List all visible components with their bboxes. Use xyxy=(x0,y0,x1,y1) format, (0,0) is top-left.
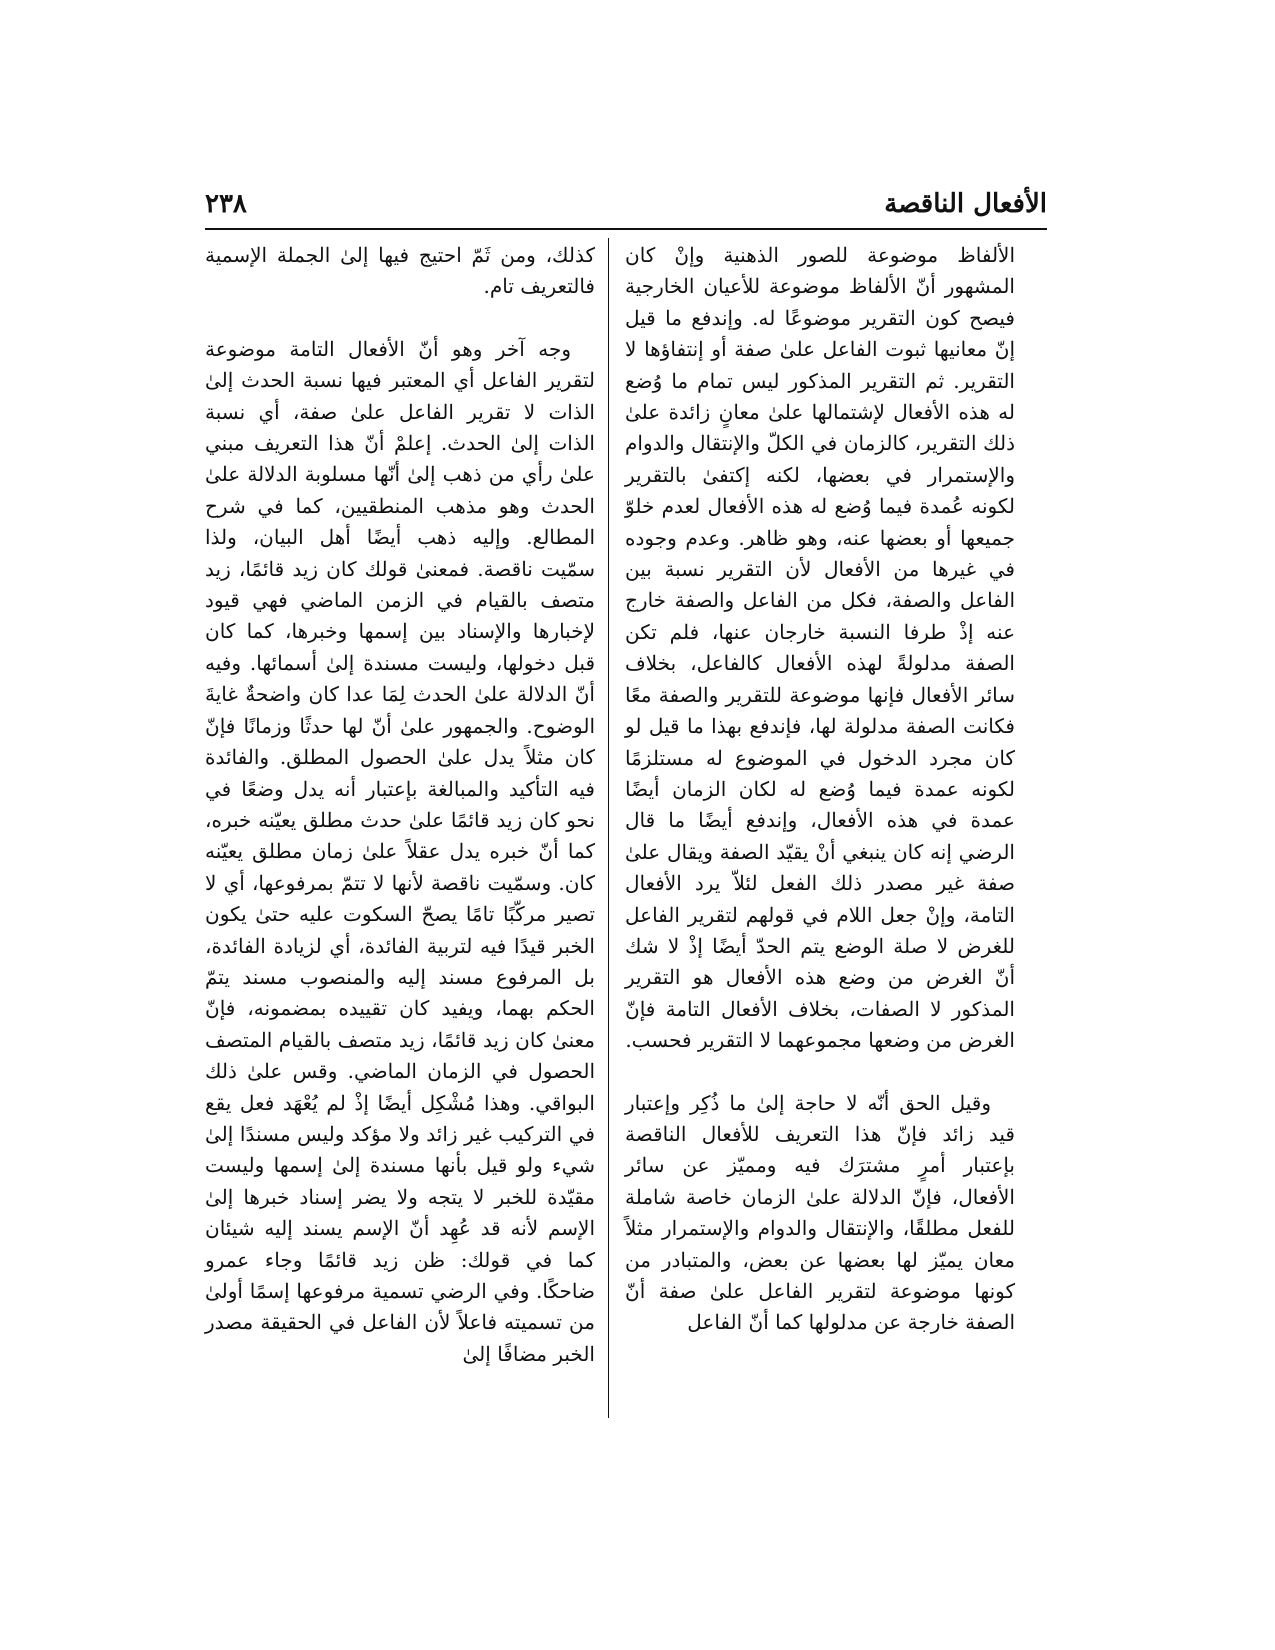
left-column xyxy=(205,240,595,1370)
paragraph: الألفاظ موضوعة للصور الذهنية وإنْ كان المشهور أنّ الألفاظ موضوعة للأعيان الخارجية فيصح كون التقرير موضوعًا له. وإندفع ما قيل إنّ معانيها ثبوت الفاعل علىٰ صفة أو إنتفاؤها لا التقرير. ثم التقرير المذكور ليس تمام ما وُضع له هذه الأفعال لإشتمالها علىٰ معانٍ زائدة علىٰ ذلك التقرير، كالزمان في الكلّ والإنتقال والدوام والإستمرار في بعضها، لكنه إكتفىٰ بالتقرير لكونه عُمدة فيما وُضع له هذه الأفعال لعدم خلوّ جميعها أو بعضها عنه، وهو ظاهر. وعدم وجوده في غيرها من الأفعال لأن التقرير نسبة بين الفاعل والصفة، فكل من الفاعل والصفة خارج عنه إذْ طرفا النسبة خارجان عنها، فلم تكن الصفة مدلولةً لهذه الأفعال كالفاعل، بخلاف سائر الأفعال فإنها موضوعة للتقرير والصفة معًا فكانت الصفة مدلولة لها، فإندفع بهذا ما قيل لو كان مجرد الدخول في الموضوع له مستلزمًا لكونه عمدة فيما وُضع له لكان الزمان أيضًا عمدة في هذه الأفعال، وإندفع أيضًا ما قال الرضي إنه كان ينبغي أنْ يقيّد الصفة ويقال علىٰ صفة غير مصدر ذلك الفعل لئلاّ يرد الأفعال التامة، وإنْ جعل اللام في قولهم لتقرير الفاعل للغرض لا صلة الوضع يتم الحدّ أيضًا إذْ لا شك أنّ الغرض من وضع هذه الأفعال هو التقرير المذكور لا الصفات، بخلاف الأفعال التامة فإنّ الغرض من وضعها مجموعهما لا التقرير فحسب. xyxy=(625,243,1016,1053)
page-header xyxy=(205,186,1047,230)
running-title: الأفعال الناقصة xyxy=(884,189,1047,219)
header-rule xyxy=(205,228,1047,230)
paragraph: كذلك، ومن ثَمّ احتيج فيها إلىٰ الجملة الإسمية فالتعريف تام. xyxy=(205,243,595,299)
right-column xyxy=(625,240,1015,1339)
column-divider xyxy=(608,238,609,1418)
page-number: ٢٣٨ xyxy=(205,189,247,219)
paragraph: وقيل الحق أنّه لا حاجة إلىٰ ما ذُكِر وإعتبار قيد زائد فإنّ هذا التعريف للأفعال الناقصة بإعتبار أمرٍ مشترَك فيه ومميّز عن سائر الأفعال، فإنّ الدلالة علىٰ الزمان خاصة شاملة للفعل مطلقًا، والإنتقال والدوام والإستمرار مثلاً معان يميّز لها بعضها عن بعض، والمتبادر من كونها موضوعة لتقرير الفاعل علىٰ صفة أنّ الصفة خارجة عن مدلولها كما أنّ الفاعل xyxy=(625,1090,1015,1335)
paragraph: وجه آخر وهو أنّ الأفعال التامة موضوعة لتقرير الفاعل أي المعتبر فيها نسبة الحدث إلىٰ الذات لا تقرير الفاعل علىٰ صفة، أي نسبة الذات إلىٰ الحدث. إعلمْ أنّ هذا التعريف مبني علىٰ رأي من ذهب إلىٰ أنّها مسلوبة الدلالة علىٰ الحدث وهو مذهب المنطقيين، كما في شرح المطالع. وإليه ذهب أيضًا أهل البيان، ولذا سمّيت ناقصة. فمعنىٰ قولك كان زيد قائمًا، زيد متصف بالقيام في الزمن الماضي فهي قيود لإخبارها والإسناد بين إسمها وخبرها، كما كان قبل دخولها، وليست مسندة إلىٰ أسمائها. وفيه أنّ الدلالة علىٰ الحدث لِمَا عدا كان واضحةٌ غايةَ الوضوح. والجمهور علىٰ أنّ لها حدثًا وزمانًا فإنّ كان مثلاً يدل علىٰ الحصول المطلق. والفائدة فيه التأكيد والمبالغة بإعتبار أنه يدل وضعًا في نحو كان زيد قائمًا علىٰ حدث مطلق يعيّنه خبره، كما أنّ خبره يدل عقلاً علىٰ زمان مطلق يعيّنه كان. وسمّيت ناقصة لأنها لا تتمّ بمرفوعها، أي لا تصير مركّبًا تامًا يصحّ السكوت عليه حتىٰ يكون الخبر قيدًا فيه لتربية الفائدة، أي لزيادة الفائدة، بل المرفوع مسند إليه والمنصوب مسند يتمّ الحكم بهما، ويفيد كان تقييده بمضمونه، فإنّ معنىٰ كان زيد قائمًا، زيد متصف بالقيام المتصف الحصول في الزمان الماضي. وقس علىٰ ذلك البواقي. وهذا مُشْكِل أيضًا إذْ لم يُعْهَد فعل يقع في التركيب غير زائد ولا مؤكد وليس مسندًا إلىٰ شيء ولو قيل بأنها مسندة إلىٰ إسمها وليست مقيّدة للخبر لا يتجه ولا يضر إسناد خبرها إلىٰ الإسم لأنه قد عُهِد أنّ الإسم يسند إليه شيئان كما في قولك: ظن زيد قائمًا وجاء عمرو ضاحكًا. وفي الرضي تسمية مرفوعها إسمًا أولىٰ من تسميته فاعلاً لأن الفاعل في الحقيقة مصدر الخبر مضافًا إلىٰ xyxy=(205,336,595,1366)
